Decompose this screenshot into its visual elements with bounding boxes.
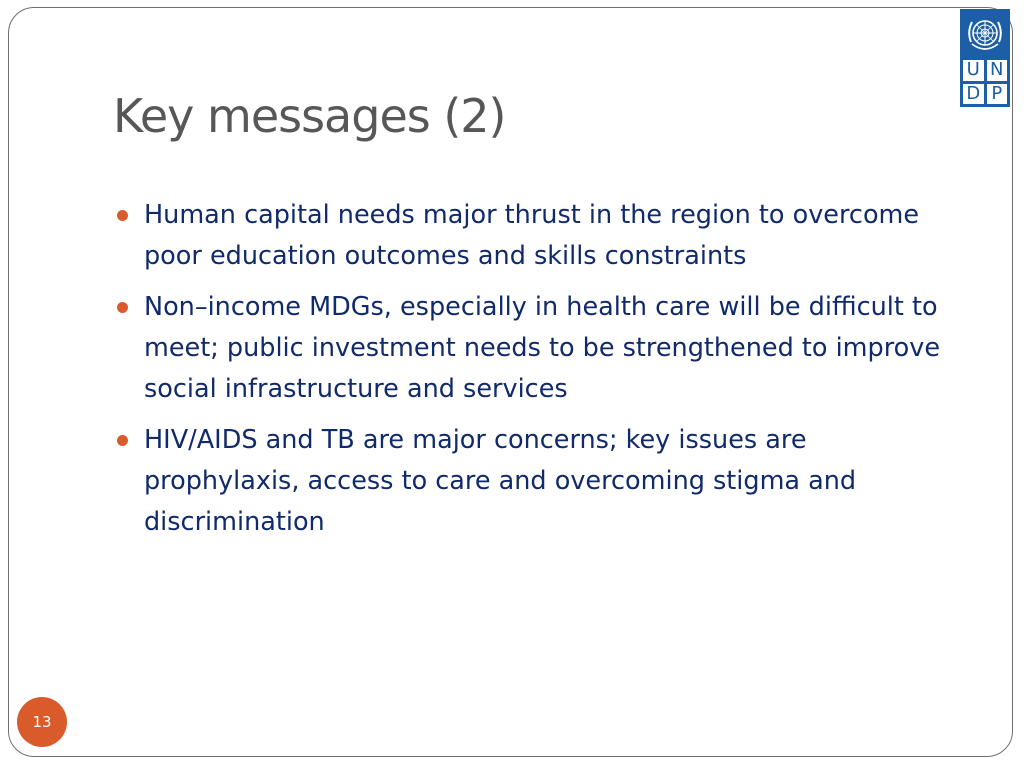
logo-letter-d: D	[963, 84, 984, 105]
bullet-text: HIV/AIDS and TB are major concerns; key issues are prophylaxis, access to care and overcoming stigma and discrimination	[144, 425, 857, 537]
bullet-item	[117, 287, 947, 410]
bullet-dot-icon	[117, 302, 128, 313]
logo-letter-p: P	[987, 84, 1008, 105]
un-emblem-icon	[963, 12, 1007, 56]
logo-letter-u: U	[963, 60, 984, 81]
page-number-badge: 13	[17, 697, 67, 747]
bullet-dot-icon	[117, 435, 128, 446]
bullet-item	[117, 195, 947, 277]
undp-logo	[960, 9, 1010, 107]
bullet-text: Human capital needs major thrust in the region to overcome poor education outcomes and skills constraints	[144, 200, 920, 271]
bullet-text: Non–income MDGs, especially in health care will be difficult to meet; public investment needs to be strengthened to improve social infrastructure and services	[144, 292, 941, 404]
slide-title: Key messages (2)	[113, 89, 506, 143]
bullet-list	[117, 195, 947, 553]
bullet-item	[117, 420, 947, 543]
undp-letter-grid	[963, 60, 1007, 104]
logo-letter-n: N	[987, 60, 1008, 81]
bullet-dot-icon	[117, 210, 128, 221]
